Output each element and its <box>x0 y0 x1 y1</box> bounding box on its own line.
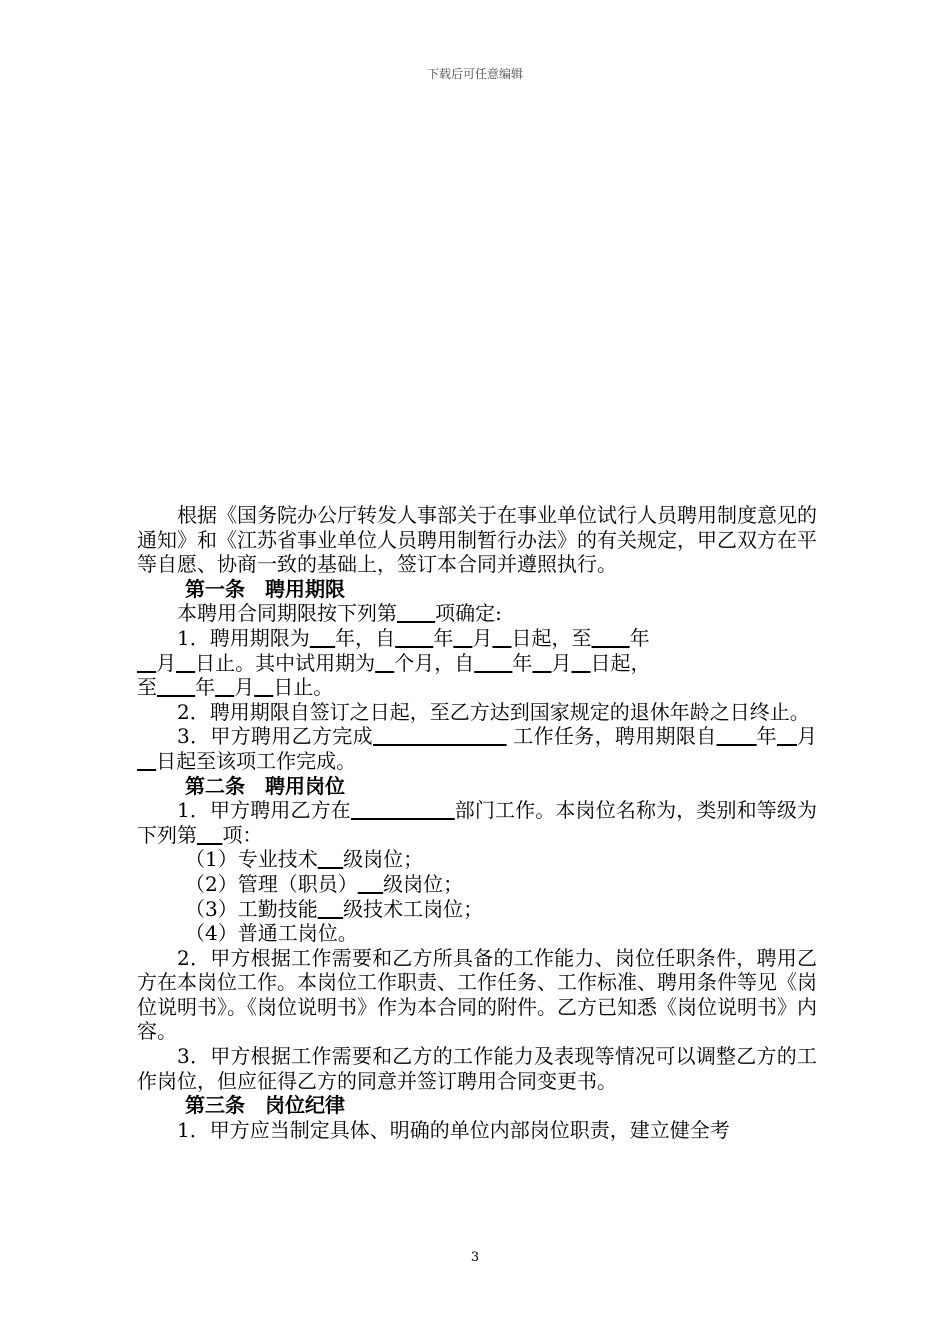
blank <box>777 724 797 748</box>
blank <box>591 626 629 650</box>
blank <box>254 675 273 699</box>
intro-paragraph: 根据《国务院办公厅转发人事部关于在事业单位试行人员聘用制度意见的通知》和《江苏省事业单位人员聘用制暂行办法》的有关规定，甲乙双方在平等自愿、协商一致的基础上，签订本合同并遵照执行。 <box>137 503 817 577</box>
blank <box>373 724 507 748</box>
article-1-heading: 第一条 聘用期限 <box>185 576 345 601</box>
article-1-para-0: 本聘用合同期限按下列第 项确定: <box>177 601 502 626</box>
page-number: 3 <box>470 1250 480 1265</box>
document-body <box>137 503 817 1142</box>
page-header: 下载后可任意编辑 <box>426 67 523 81</box>
blank <box>474 651 512 675</box>
article-2-para-3: 3．甲方根据工作需要和乙方的工作能力及表现等情况可以调整乙方的工作岗位，但应征得乙方的同意并签订聘用合同变更书。 <box>137 1044 817 1093</box>
article-2-item-2: （2）管理（职员） 级岗位； <box>185 871 464 896</box>
blank <box>717 724 757 748</box>
blank <box>453 626 472 650</box>
blank <box>397 601 435 625</box>
blank <box>176 651 195 675</box>
article-3-para-1: 1．甲方应当制定具体、明确的单位内部岗位职责，建立健全考 <box>177 1117 730 1142</box>
article-2-item-1: （1）专业技术 级岗位； <box>185 847 424 872</box>
blank <box>215 675 234 699</box>
article-3-heading: 第三条 岗位纪律 <box>185 1093 345 1118</box>
article-1-para-1: 1．聘用期限为 年，自 年 月 日起，至 年 月 日止。其中试用期为 个月，自 年 月 日起， 至 年 月 日止。 <box>137 625 651 700</box>
blank <box>318 847 343 871</box>
blank <box>375 651 394 675</box>
blank <box>358 872 383 896</box>
blank <box>571 651 590 675</box>
article-2-para-1: 1．甲方聘用乙方在 部门工作。本岗位名称为，类别和等级为下列第 项： <box>137 798 818 847</box>
blank <box>197 823 222 847</box>
blank <box>351 798 455 822</box>
article-2-para-2: 2．甲方根据工作需要和乙方所具备的工作能力、岗位任职条件，聘用乙方在本岗位工作。本岗位工作职责、工作任务、工作标准、聘用条件等见《岗位说明书》。《岗位说明书》作为本合同的附件。乙方已知悉《岗位说明书》内容。 <box>137 945 817 1044</box>
blank <box>318 897 343 921</box>
article-2-heading: 第二条 聘用岗位 <box>185 773 345 798</box>
blank <box>157 675 195 699</box>
blank <box>532 651 551 675</box>
article-2-item-3: （3）工勤技能 级技术工岗位； <box>185 896 484 921</box>
blank <box>395 626 433 650</box>
blank <box>492 626 511 650</box>
blank <box>137 749 156 773</box>
blank <box>310 626 335 650</box>
article-1-para-2: 2．聘用期限自签订之日起，至乙方达到国家规定的退休年龄之日终止。 <box>177 699 810 724</box>
article-2-item-4: （4）普通工岗位。 <box>185 921 358 946</box>
blank <box>137 651 156 675</box>
article-1-para-3: 3．甲方聘用乙方完成 工作任务，聘用期限自 年 月 日起至该项工作完成。 <box>137 724 817 773</box>
